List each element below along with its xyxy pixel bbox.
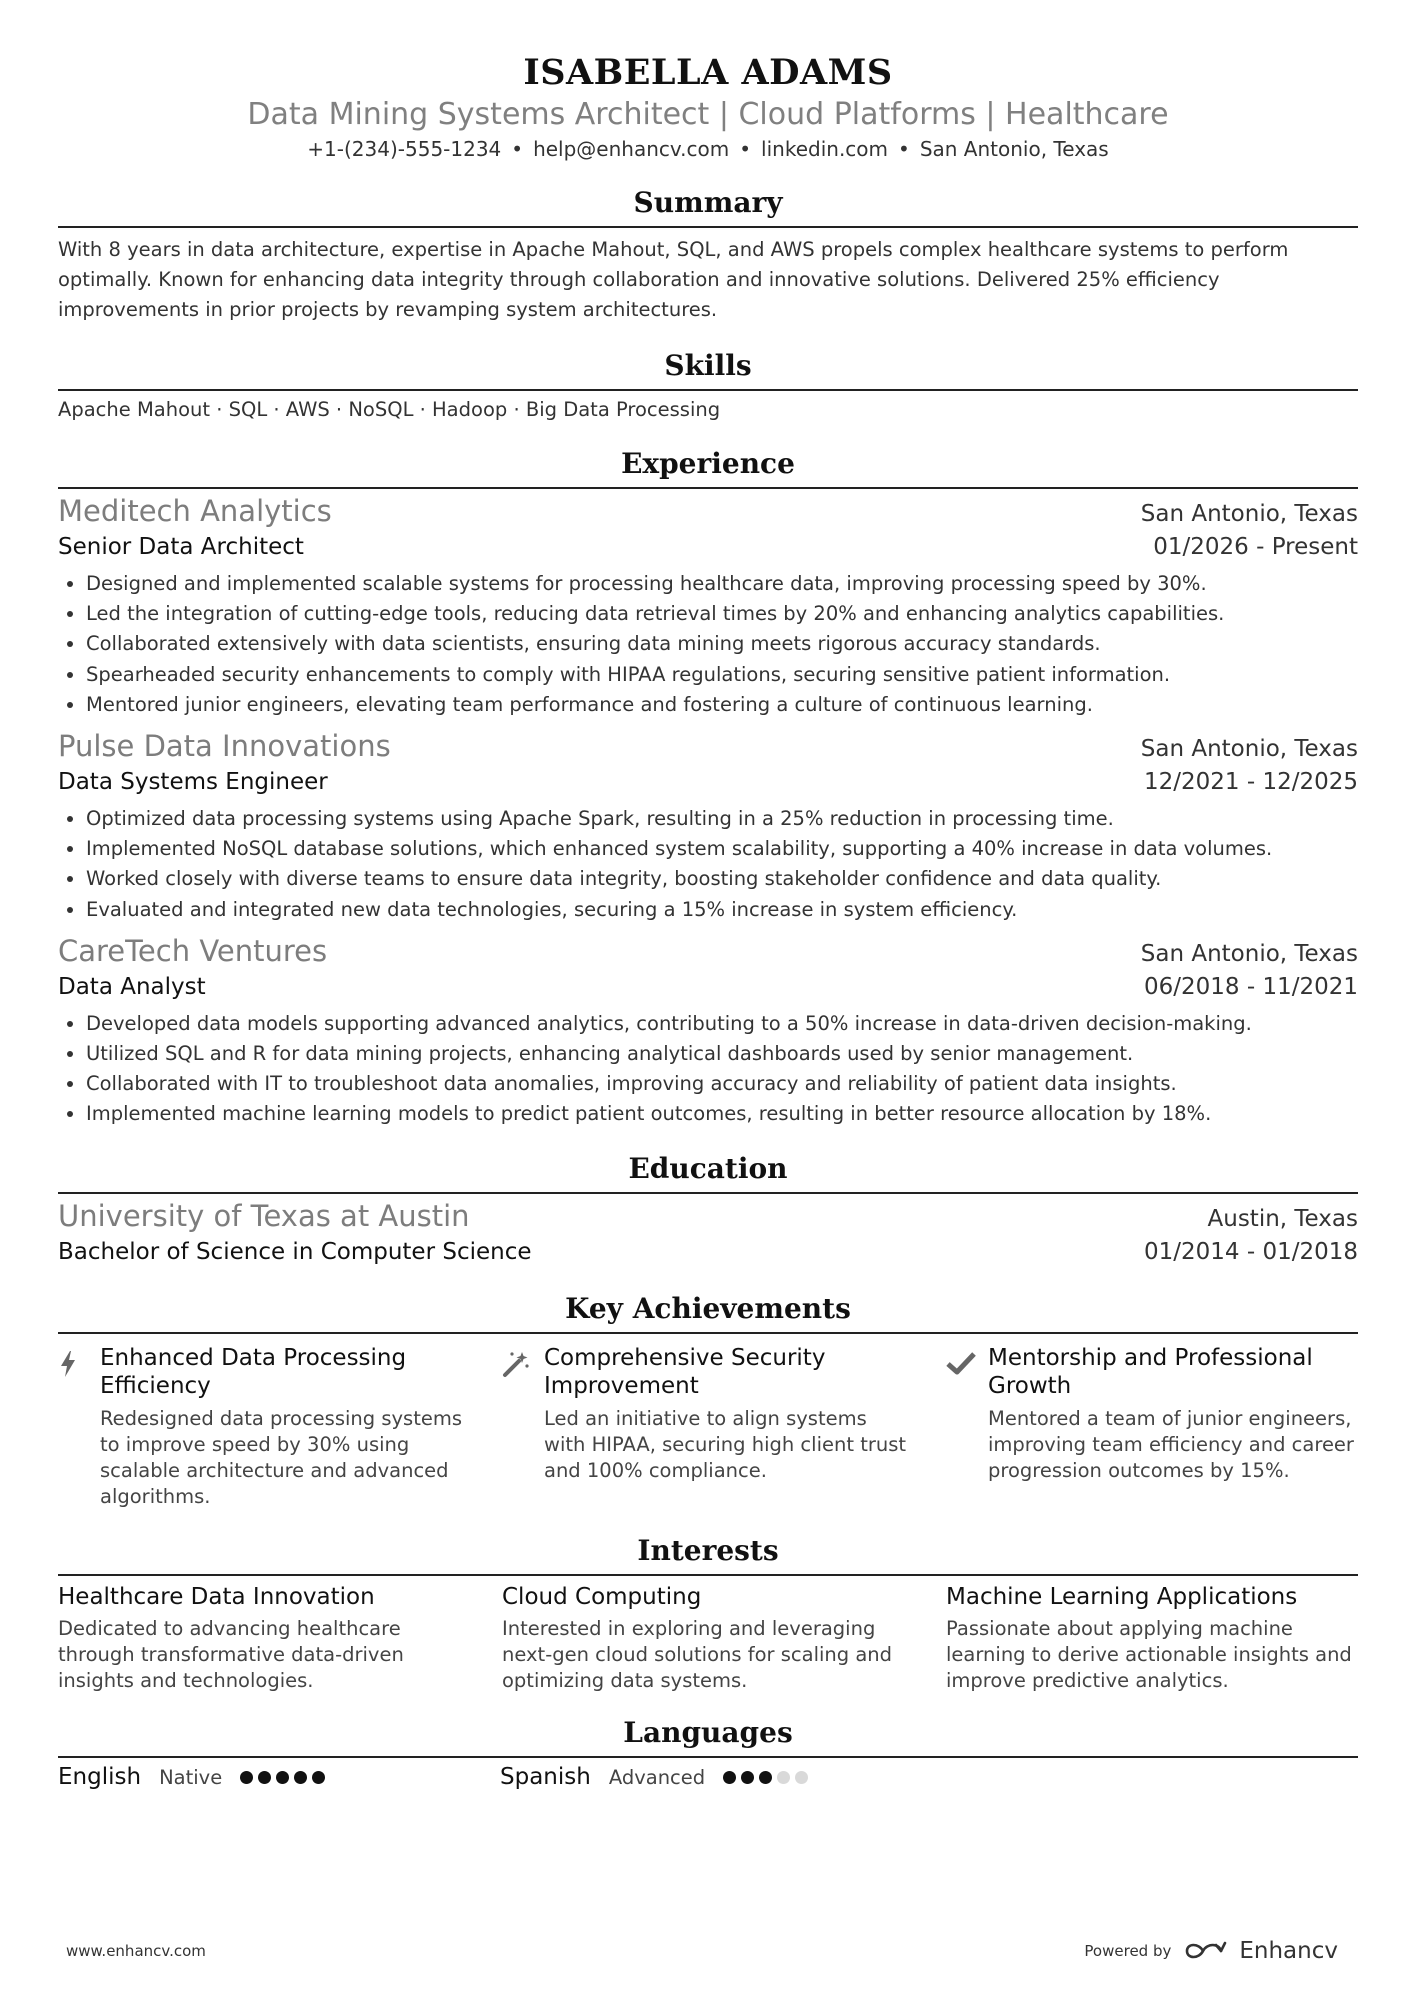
- job-role: Senior Data Architect: [58, 534, 304, 560]
- bullet-item: • Designed and implemented scalable systems for processing healthcare data, improving processing speed by 30%.: [86, 569, 1358, 599]
- interests-section: [58, 1534, 1358, 1694]
- job-role: Data Analyst: [58, 973, 206, 1000]
- interest-desc: Passionate about applying machine learning to derive actionable insights and improve predictive analytics.: [946, 1616, 1352, 1692]
- job-bullets: [58, 569, 1358, 720]
- bullet-item: • Optimized data processing systems using Apache Spark, resulting in a 25% reduction in processing time.: [86, 804, 1358, 834]
- summary-text: With 8 years in data architecture, expertise in Apache Mahout, SQL, and AWS propels complex healthcare systems to perform optimally. Known for enhancing data integrity through collaboration and innovative solutions. Delivered 25% efficiency improvements in prior projects by revamping system architectures.: [58, 238, 1289, 321]
- bullet-item: • Evaluated and integrated new data technologies, securing a 15% increase in system efficiency.: [86, 895, 1358, 925]
- section-title-summary: Summary: [58, 186, 1358, 228]
- job-location: San Antonio, Texas: [1140, 736, 1358, 763]
- company-name: Meditech Analytics: [58, 494, 332, 528]
- job-dates: 06/2018 - 11/2021: [1143, 973, 1358, 1000]
- separator-dot: •: [511, 137, 524, 161]
- job-bullets: [58, 1009, 1358, 1130]
- bullet-item: • Implemented NoSQL database solutions, which enhanced system scalability, supporting a 40% increase in data volumes.: [86, 834, 1358, 864]
- section-title-experience: Experience: [58, 447, 1358, 489]
- company-name: Pulse Data Innovations: [58, 729, 391, 764]
- degree: Bachelor of Science in Computer Science: [58, 1238, 532, 1265]
- page-footer: [66, 1938, 1338, 1964]
- section-title-languages: Languages: [58, 1716, 1358, 1758]
- achievement-desc: Led an initiative to align systems with HIPAA, securing high client trust and 100% compliance.: [544, 1406, 907, 1482]
- interest-title: Healthcare Data Innovation: [58, 1583, 375, 1610]
- location: San Antonio, Texas: [919, 137, 1109, 161]
- rating-dot: [294, 1771, 307, 1784]
- languages-section: [58, 1716, 1358, 1790]
- achievements-section: [58, 1292, 1358, 1510]
- skills-section: [58, 349, 1358, 425]
- brand-name: Enhancv: [1239, 1938, 1338, 1964]
- section-title-education: Education: [58, 1152, 1358, 1194]
- skills-list: Apache Mahout · SQL · AWS · NoSQL · Hadoop · Big Data Processing: [58, 398, 721, 421]
- job-bullets: [58, 804, 1358, 925]
- rating-dot: [276, 1771, 289, 1784]
- candidate-title: Data Mining Systems Architect | Cloud Platforms | Healthcare: [247, 97, 1169, 132]
- bullet-item: • Worked closely with diverse teams to ensure data integrity, boosting stakeholder confidence and data quality.: [86, 864, 1358, 894]
- section-title-achievements: Key Achievements: [58, 1292, 1358, 1334]
- language-rating: [240, 1771, 325, 1784]
- school-name: University of Texas at Austin: [58, 1198, 470, 1233]
- footer-website-link[interactable]: www.enhancv.com: [66, 1942, 206, 1960]
- bullet-item: • Collaborated with IT to troubleshoot data anomalies, improving accuracy and reliability of patient data insights.: [86, 1069, 1358, 1099]
- job-entry: [58, 493, 1358, 720]
- bullet-item: • Collaborated extensively with data scientists, ensuring data mining meets rigorous accuracy standards.: [86, 629, 1358, 659]
- achievement-item: [502, 1344, 914, 1510]
- rating-dot: [312, 1771, 325, 1784]
- company-name: CareTech Ventures: [58, 933, 328, 968]
- language-level: Native: [159, 1765, 223, 1789]
- job-dates: 12/2021 - 12/2025: [1143, 769, 1358, 796]
- email[interactable]: help@enhancv.com: [533, 137, 730, 161]
- candidate-name: ISABELLA ADAMS: [523, 52, 893, 93]
- interest-title: Machine Learning Applications: [946, 1583, 1298, 1610]
- achievement-item: [946, 1344, 1358, 1510]
- rating-dot: [777, 1771, 790, 1784]
- contact-line: [58, 134, 1358, 164]
- language-name: English: [58, 1763, 142, 1790]
- language-level: Advanced: [608, 1765, 706, 1789]
- education-dates: 01/2014 - 01/2018: [1143, 1238, 1358, 1265]
- job-entry: [58, 933, 1358, 1130]
- achievement-title: Enhanced Data Processing Efficiency: [100, 1344, 407, 1399]
- job-entry: [58, 728, 1358, 925]
- rating-dot: [741, 1771, 754, 1784]
- interest-desc: Dedicated to advancing healthcare through transformative data-driven insights and technologies.: [58, 1616, 404, 1692]
- phone: +1-(234)-555-1234: [307, 137, 502, 161]
- bullet-item: • Spearheaded security enhancements to comply with HIPAA regulations, securing sensitive patient information.: [86, 660, 1358, 690]
- lightning-bolt-icon: [58, 1344, 100, 1510]
- interest-item: [502, 1582, 914, 1694]
- language-item: [58, 1764, 500, 1790]
- rating-dot: [795, 1771, 808, 1784]
- section-title-skills: Skills: [58, 349, 1358, 391]
- linkedin-link[interactable]: linkedin.com: [761, 137, 889, 161]
- interest-title: Cloud Computing: [502, 1583, 702, 1610]
- section-title-interests: Interests: [58, 1534, 1358, 1576]
- rating-dot: [258, 1771, 271, 1784]
- resume-page: [58, 0, 1358, 1790]
- rating-dot: [723, 1771, 736, 1784]
- bullet-item: • Developed data models supporting advanced analytics, contributing to a 50% increase in data-driven decision-making.: [86, 1009, 1358, 1039]
- achievement-title: Comprehensive Security Improvement: [544, 1344, 826, 1399]
- achievement-item: [58, 1344, 470, 1510]
- magic-wand-icon: [502, 1344, 544, 1510]
- job-role: Data Systems Engineer: [58, 769, 328, 796]
- powered-by-label: Powered by: [1084, 1942, 1172, 1960]
- footer-brand[interactable]: [1084, 1938, 1338, 1964]
- job-location: San Antonio, Texas: [1140, 940, 1358, 967]
- bullet-item: • Led the integration of cutting-edge tools, reducing data retrieval times by 20% and enhancing analytics capabilities.: [86, 599, 1358, 629]
- language-name: Spanish: [500, 1763, 591, 1790]
- bullet-item: • Implemented machine learning models to predict patient outcomes, resulting in better resource allocation by 18%.: [86, 1099, 1358, 1129]
- language-item: [500, 1764, 912, 1790]
- interest-item: [58, 1582, 470, 1694]
- job-location: San Antonio, Texas: [1140, 501, 1358, 527]
- education-section: [58, 1152, 1358, 1270]
- summary-section: [58, 186, 1358, 325]
- enhancv-logo-icon: [1183, 1939, 1227, 1963]
- rating-dot: [240, 1771, 253, 1784]
- interest-item: [946, 1582, 1358, 1694]
- language-rating: [723, 1771, 808, 1784]
- job-dates: 01/2026 - Present: [1153, 534, 1358, 560]
- interest-desc: Interested in exploring and leveraging next-gen cloud solutions for scaling and optimizing data systems.: [502, 1616, 893, 1692]
- rating-dot: [759, 1771, 772, 1784]
- separator-dot: •: [898, 137, 910, 161]
- bullet-item: • Mentored junior engineers, elevating team performance and fostering a culture of continuous learning.: [86, 690, 1358, 720]
- school-location: Austin, Texas: [1207, 1205, 1358, 1232]
- bullet-item: • Utilized SQL and R for data mining projects, enhancing analytical dashboards used by senior management.: [86, 1039, 1358, 1069]
- resume-header: [58, 52, 1358, 164]
- experience-section: [58, 447, 1358, 1130]
- checkmark-icon: [946, 1344, 988, 1510]
- separator-dot: •: [739, 137, 752, 161]
- achievement-desc: Redesigned data processing systems to improve speed by 30% using scalable architecture and advanced algorithms.: [100, 1406, 462, 1508]
- achievement-title: Mentorship and Professional Growth: [988, 1344, 1313, 1399]
- achievement-desc: Mentored a team of junior engineers, improving team efficiency and career progression outcomes by 15%.: [988, 1406, 1354, 1482]
